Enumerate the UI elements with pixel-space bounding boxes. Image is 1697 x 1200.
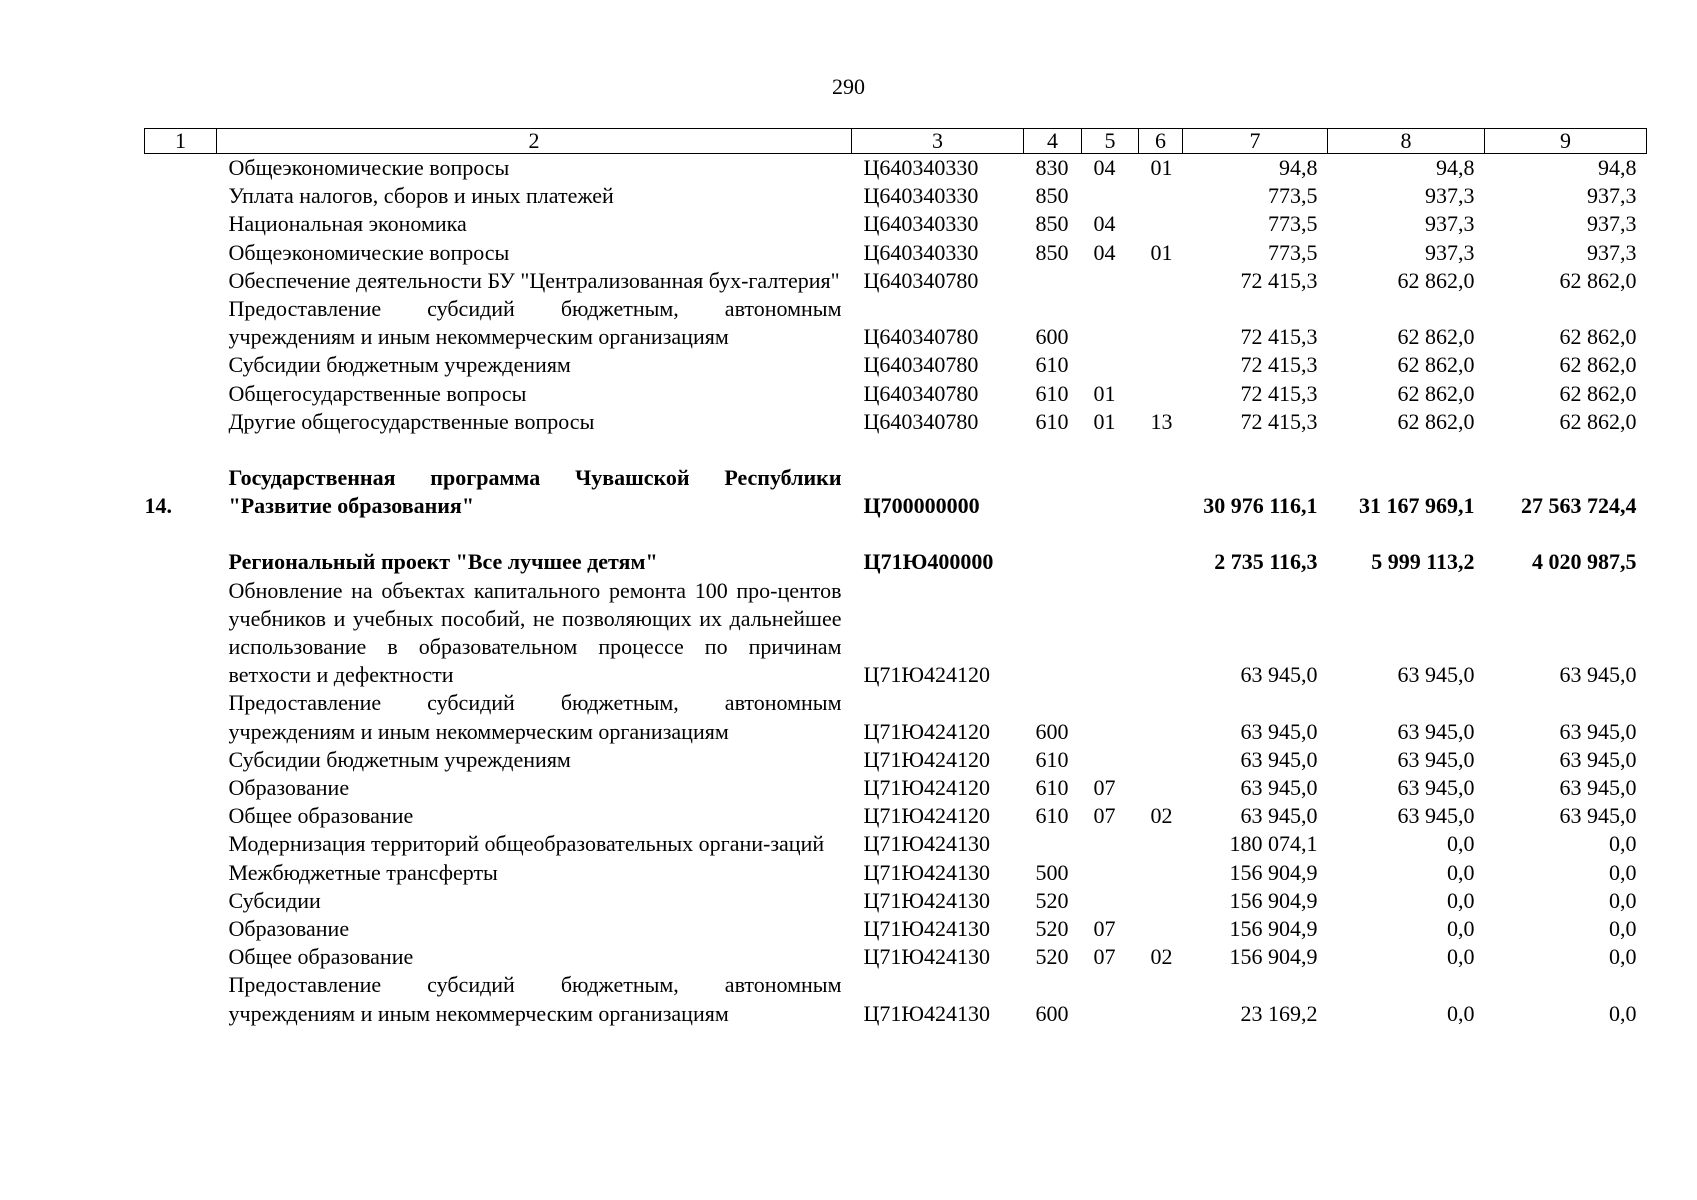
expense-type-code: 500 — [1035, 859, 1069, 885]
subsection-code — [1139, 380, 1183, 408]
amount-col9: 63 945,0 — [1559, 775, 1637, 801]
expense-type-code: 610 — [1035, 380, 1069, 406]
section-code — [1082, 830, 1139, 858]
row-number — [145, 408, 217, 436]
row-number — [145, 830, 217, 858]
subsection-code — [1139, 689, 1183, 745]
row-number — [145, 548, 217, 576]
amount-col7: 63 945,0 — [1240, 718, 1318, 744]
row-number — [145, 746, 217, 774]
row-name: Субсидии бюджетным учреждениям — [228, 352, 571, 378]
section-code: 07 — [1093, 944, 1116, 970]
table-row — [145, 380, 1647, 408]
subsection-code — [1139, 548, 1183, 576]
section-code: 07 — [1093, 916, 1116, 942]
subsection-code — [1139, 887, 1183, 915]
classification-code: Ц71Ю424120 — [863, 662, 990, 688]
section-code — [1082, 689, 1139, 745]
table-row — [145, 408, 1647, 436]
classification-code: Ц640340780 — [863, 380, 979, 406]
spacer-cell — [145, 520, 1647, 548]
amount-col7: 773,5 — [1268, 211, 1318, 237]
subsection-code — [1139, 774, 1183, 802]
amount-col8: 94,8 — [1436, 155, 1475, 180]
row-number — [145, 577, 217, 690]
amount-col8: 63 945,0 — [1397, 775, 1475, 801]
section-code: 01 — [1093, 380, 1116, 406]
expense-type-code: 830 — [1035, 155, 1069, 180]
row-name: Общеэкономические вопросы — [228, 155, 510, 180]
classification-code: Ц640340330 — [863, 211, 979, 237]
row-name: Субсидии бюджетным учреждениям — [228, 746, 571, 772]
row-name: Другие общегосударственные вопросы — [228, 408, 595, 434]
classification-code: Ц640340780 — [863, 267, 979, 293]
spacer-cell — [145, 436, 1647, 464]
table-row — [145, 943, 1647, 971]
amount-col8: 937,3 — [1425, 239, 1475, 265]
column-header: 5 — [1082, 129, 1139, 154]
subsection-code — [1139, 577, 1183, 690]
column-header: 6 — [1139, 129, 1183, 154]
table-row — [145, 830, 1647, 858]
table-row — [145, 464, 1647, 520]
amount-col8: 937,3 — [1425, 211, 1475, 237]
subsection-code — [1139, 915, 1183, 943]
table-body — [145, 154, 1647, 1028]
amount-col7: 63 945,0 — [1240, 662, 1318, 688]
row-name: Обновление на объектах капитального ремонта 100 про-центов учебников и учебных пособий, не позволяющих их дальнейшее использование в образовательном процессе по причинам ветхости и дефектности — [228, 577, 842, 688]
amount-col8: 31 167 969,1 — [1359, 493, 1475, 519]
amount-col9: 63 945,0 — [1559, 718, 1637, 744]
section-code: 07 — [1093, 803, 1116, 829]
table-header — [145, 129, 1647, 154]
row-number — [145, 887, 217, 915]
amount-col9: 0,0 — [1609, 1000, 1637, 1026]
row-number — [145, 859, 217, 887]
expense-type-code: 610 — [1035, 408, 1069, 434]
amount-col9: 62 862,0 — [1559, 380, 1637, 406]
table-row — [145, 351, 1647, 379]
table-row — [145, 548, 1647, 576]
spacer-row — [145, 436, 1647, 464]
expense-type-code: 520 — [1035, 916, 1069, 942]
amount-col8: 0,0 — [1447, 916, 1475, 942]
column-header: 4 — [1024, 129, 1082, 154]
subsection-code — [1139, 971, 1183, 1027]
subsection-code — [1139, 859, 1183, 887]
row-name: Обеспечение деятельности БУ "Централизованная бух-галтерия" — [228, 267, 840, 293]
classification-code: Ц71Ю424130 — [863, 831, 990, 857]
amount-col7: 72 415,3 — [1240, 324, 1318, 350]
row-number — [145, 915, 217, 943]
row-name: Общее образование — [228, 803, 414, 829]
row-name: Межбюджетные трансферты — [228, 859, 498, 885]
amount-col8: 62 862,0 — [1397, 408, 1475, 434]
amount-col7: 180 074,1 — [1229, 831, 1318, 857]
amount-col9: 0,0 — [1609, 887, 1637, 913]
row-number — [145, 182, 217, 210]
row-name: Общегосударственные вопросы — [228, 380, 527, 406]
amount-col9: 62 862,0 — [1559, 408, 1637, 434]
row-name: Образование — [228, 775, 350, 801]
table-row — [145, 746, 1647, 774]
table-row — [145, 210, 1647, 238]
classification-code: Ц71Ю424130 — [863, 944, 990, 970]
amount-col9: 0,0 — [1609, 831, 1637, 857]
subsection-code — [1139, 464, 1183, 520]
row-name: Государственная программа Чувашской Республики "Развитие образования" — [228, 465, 842, 519]
column-header: 8 — [1328, 129, 1485, 154]
amount-col7: 72 415,3 — [1240, 352, 1318, 378]
expense-type-code: 610 — [1035, 352, 1069, 378]
subsection-code: 13 — [1150, 408, 1173, 434]
table-row — [145, 887, 1647, 915]
expense-type-code: 850 — [1035, 183, 1069, 209]
classification-code: Ц71Ю424120 — [863, 746, 990, 772]
classification-code: Ц71Ю424120 — [863, 718, 990, 744]
amount-col7: 773,5 — [1268, 183, 1318, 209]
column-header: 7 — [1183, 129, 1328, 154]
table-row — [145, 774, 1647, 802]
row-name: Общее образование — [228, 944, 414, 970]
row-number — [145, 971, 217, 1027]
section-code: 04 — [1093, 155, 1116, 180]
amount-col7: 72 415,3 — [1240, 380, 1318, 406]
column-number-row — [145, 129, 1647, 154]
expense-type-code: 610 — [1035, 746, 1069, 772]
row-number — [145, 802, 217, 830]
column-header: 1 — [145, 129, 217, 154]
amount-col9: 0,0 — [1609, 916, 1637, 942]
subsection-code — [1139, 267, 1183, 295]
expense-type-code — [1024, 577, 1082, 690]
amount-col9: 937,3 — [1587, 211, 1637, 237]
amount-col9: 62 862,0 — [1559, 324, 1637, 350]
classification-code: Ц640340330 — [863, 183, 979, 209]
amount-col7: 63 945,0 — [1240, 775, 1318, 801]
row-name: Общеэкономические вопросы — [228, 239, 510, 265]
row-name: Образование — [228, 916, 350, 942]
row-number — [145, 943, 217, 971]
amount-col9: 937,3 — [1587, 239, 1637, 265]
amount-col7: 156 904,9 — [1229, 916, 1318, 942]
amount-col8: 937,3 — [1425, 183, 1475, 209]
row-number — [145, 380, 217, 408]
row-number — [145, 154, 217, 183]
expense-type-code: 520 — [1035, 944, 1069, 970]
amount-col8: 62 862,0 — [1397, 380, 1475, 406]
expense-type-code: 600 — [1035, 1000, 1069, 1026]
classification-code: Ц640340780 — [863, 352, 979, 378]
row-name: Модернизация территорий общеобразовательных органи-заций — [228, 831, 825, 857]
amount-col8: 63 945,0 — [1397, 718, 1475, 744]
row-number — [145, 295, 217, 351]
expense-type-code: 600 — [1035, 324, 1069, 350]
classification-code: Ц71Ю424130 — [863, 887, 990, 913]
amount-col8: 5 999 113,2 — [1371, 549, 1475, 575]
subsection-code: 02 — [1150, 944, 1173, 970]
amount-col8: 62 862,0 — [1397, 267, 1475, 293]
row-number — [145, 267, 217, 295]
table-row — [145, 154, 1647, 183]
section-code — [1082, 295, 1139, 351]
column-header: 3 — [852, 129, 1024, 154]
subsection-code — [1139, 182, 1183, 210]
section-code — [1082, 464, 1139, 520]
row-name: Региональный проект "Все лучшее детям" — [228, 549, 658, 575]
table-row — [145, 802, 1647, 830]
classification-code: Ц700000000 — [863, 493, 980, 519]
expense-type-code — [1024, 464, 1082, 520]
row-number — [145, 774, 217, 802]
amount-col8: 0,0 — [1447, 944, 1475, 970]
expense-type-code: 610 — [1035, 803, 1069, 829]
amount-col9: 937,3 — [1587, 183, 1637, 209]
amount-col7: 72 415,3 — [1240, 408, 1318, 434]
table-row — [145, 182, 1647, 210]
amount-col7: 72 415,3 — [1240, 267, 1318, 293]
classification-code: Ц71Ю424130 — [863, 916, 990, 942]
section-code — [1082, 746, 1139, 774]
row-number — [145, 689, 217, 745]
classification-code: Ц640340780 — [863, 408, 979, 434]
section-code — [1082, 182, 1139, 210]
amount-col7: 23 169,2 — [1240, 1000, 1318, 1026]
amount-col9: 63 945,0 — [1559, 746, 1637, 772]
row-name: Предоставление субсидий бюджетным, автономным учреждениям и иным некоммерческим организациям — [228, 972, 842, 1026]
row-number — [145, 210, 217, 238]
classification-code: Ц71Ю400000 — [863, 549, 994, 575]
amount-col8: 63 945,0 — [1397, 746, 1475, 772]
classification-code: Ц71Ю424130 — [863, 859, 990, 885]
amount-col8: 0,0 — [1447, 1000, 1475, 1026]
classification-code: Ц71Ю424130 — [863, 1000, 990, 1026]
amount-col8: 62 862,0 — [1397, 352, 1475, 378]
expense-type-code — [1024, 267, 1082, 295]
amount-col7: 156 904,9 — [1229, 859, 1318, 885]
row-number — [145, 351, 217, 379]
amount-col7: 773,5 — [1268, 239, 1318, 265]
amount-col8: 63 945,0 — [1397, 803, 1475, 829]
table-row — [145, 689, 1647, 745]
section-code: 07 — [1093, 775, 1116, 801]
expense-type-code: 850 — [1035, 239, 1069, 265]
amount-col9: 62 862,0 — [1559, 267, 1637, 293]
amount-col9: 63 945,0 — [1559, 662, 1637, 688]
amount-col7: 2 735 116,3 — [1214, 549, 1318, 575]
amount-col7: 156 904,9 — [1229, 944, 1318, 970]
expense-type-code: 600 — [1035, 718, 1069, 744]
table-row — [145, 239, 1647, 267]
column-header: 2 — [217, 129, 852, 154]
amount-col7: 63 945,0 — [1240, 803, 1318, 829]
subsection-code: 01 — [1150, 239, 1173, 265]
subsection-code — [1139, 351, 1183, 379]
expense-type-code: 850 — [1035, 211, 1069, 237]
amount-col8: 0,0 — [1447, 859, 1475, 885]
section-code — [1082, 351, 1139, 379]
section-code — [1082, 887, 1139, 915]
table-row — [145, 915, 1647, 943]
amount-col9: 0,0 — [1609, 859, 1637, 885]
amount-col8: 0,0 — [1447, 831, 1475, 857]
amount-col8: 62 862,0 — [1397, 324, 1475, 350]
subsection-code — [1139, 210, 1183, 238]
row-name: Предоставление субсидий бюджетным, автономным учреждениям и иным некоммерческим организациям — [228, 296, 842, 350]
amount-col9: 27 563 724,4 — [1521, 493, 1637, 519]
section-code — [1082, 577, 1139, 690]
section-code — [1082, 859, 1139, 887]
classification-code: Ц640340330 — [863, 155, 979, 180]
amount-col7: 30 976 116,1 — [1203, 493, 1318, 519]
page-number: 290 — [832, 74, 865, 99]
expense-type-code: 610 — [1035, 775, 1069, 801]
budget-table — [144, 128, 1647, 1028]
table-row — [145, 295, 1647, 351]
row-number — [145, 239, 217, 267]
spacer-row — [145, 520, 1647, 548]
row-name: Предоставление субсидий бюджетным, автономным учреждениям и иным некоммерческим организациям — [228, 690, 842, 744]
amount-col8: 63 945,0 — [1397, 662, 1475, 688]
classification-code: Ц71Ю424120 — [863, 775, 990, 801]
row-number: 14. — [144, 493, 172, 519]
subsection-code — [1139, 295, 1183, 351]
expense-type-code — [1024, 830, 1082, 858]
subsection-code — [1139, 830, 1183, 858]
row-name: Субсидии — [228, 887, 321, 913]
table-row — [145, 971, 1647, 1027]
amount-col7: 156 904,9 — [1229, 887, 1318, 913]
row-name: Уплата налогов, сборов и иных платежей — [228, 183, 614, 209]
amount-col8: 0,0 — [1447, 887, 1475, 913]
amount-col9: 63 945,0 — [1559, 803, 1637, 829]
section-code — [1082, 548, 1139, 576]
amount-col9: 0,0 — [1609, 944, 1637, 970]
section-code — [1082, 267, 1139, 295]
table-row — [145, 577, 1647, 690]
section-code: 04 — [1093, 211, 1116, 237]
amount-col7: 94,8 — [1279, 155, 1318, 180]
table-row — [145, 267, 1647, 295]
section-code: 04 — [1093, 239, 1116, 265]
section-code: 01 — [1093, 408, 1116, 434]
subsection-code — [1139, 746, 1183, 774]
amount-col7: 63 945,0 — [1240, 746, 1318, 772]
subsection-code: 02 — [1150, 803, 1173, 829]
section-code — [1082, 971, 1139, 1027]
classification-code: Ц71Ю424120 — [863, 803, 990, 829]
expense-type-code — [1024, 548, 1082, 576]
amount-col9: 62 862,0 — [1559, 352, 1637, 378]
expense-type-code: 520 — [1035, 887, 1069, 913]
column-header: 9 — [1485, 129, 1647, 154]
subsection-code: 01 — [1150, 155, 1173, 180]
amount-col9: 4 020 987,5 — [1532, 549, 1637, 575]
classification-code: Ц640340330 — [863, 239, 979, 265]
row-name: Национальная экономика — [228, 211, 467, 237]
amount-col9: 94,8 — [1598, 155, 1637, 180]
classification-code: Ц640340780 — [863, 324, 979, 350]
table-row — [145, 859, 1647, 887]
